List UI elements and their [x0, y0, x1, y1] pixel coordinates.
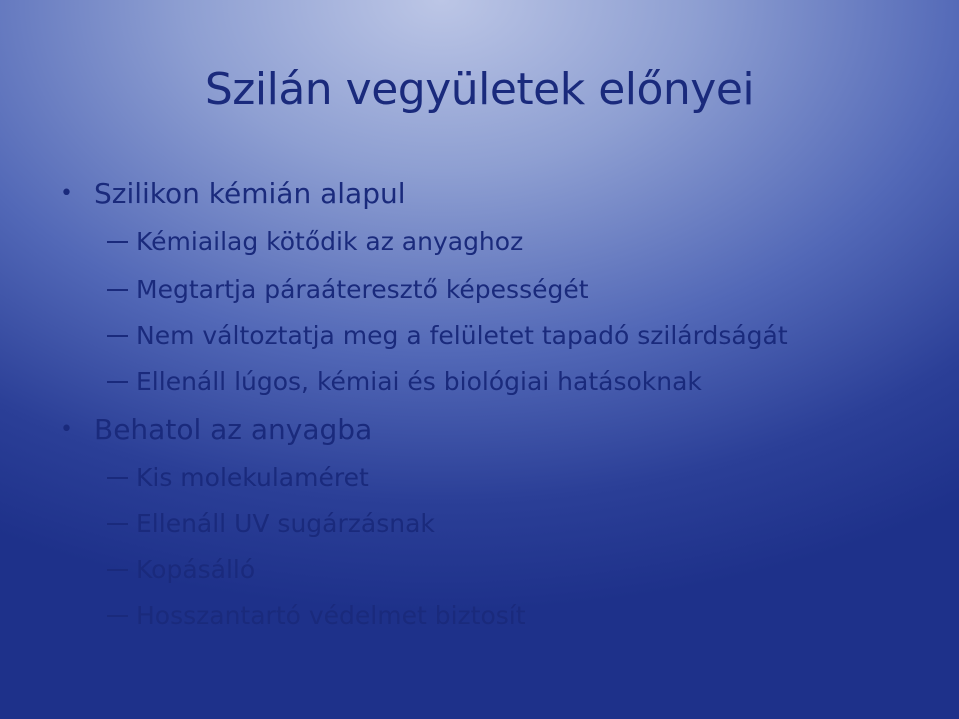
bullet-text: Szilikon kémián alapul	[94, 177, 406, 210]
bullet-text: Behatol az anyagba	[94, 413, 373, 446]
dash-icon	[107, 523, 128, 525]
dash-icon	[107, 615, 128, 617]
sub-bullet-text: Kis molekulaméret	[136, 463, 369, 492]
sub-bullet-item	[107, 274, 589, 306]
slide-title: Szilán vegyületek előnyei	[204, 64, 755, 115]
dash-icon	[107, 381, 128, 383]
sub-bullet-item	[107, 600, 526, 632]
bullet-dot-icon: •	[60, 417, 73, 442]
dash-icon	[107, 289, 128, 291]
sub-bullet-item	[107, 226, 523, 258]
sub-bullet-item	[107, 508, 435, 540]
bullet-item	[60, 176, 406, 212]
sub-bullet-text: Kopásálló	[136, 555, 256, 584]
bullet-dot-icon: •	[60, 181, 73, 206]
sub-bullet-text: Hosszantartó védelmet biztosít	[136, 601, 526, 630]
bullet-item	[60, 412, 372, 448]
dash-icon	[107, 335, 128, 337]
sub-bullet-item	[107, 366, 702, 398]
sub-bullet-text: Megtartja páraáteresztő képességét	[136, 275, 589, 304]
sub-bullet-text: Nem változtatja meg a felületet tapadó szilárdságát	[136, 321, 788, 350]
sub-bullet-text: Ellenáll lúgos, kémiai és biológiai hatásoknak	[136, 367, 702, 396]
sub-bullet-item	[107, 462, 369, 494]
sub-bullet-text: Ellenáll UV sugárzásnak	[136, 509, 435, 538]
dash-icon	[107, 241, 128, 243]
dash-icon	[107, 477, 128, 479]
dash-icon	[107, 569, 128, 571]
sub-bullet-item	[107, 320, 788, 352]
sub-bullet-item	[107, 554, 255, 586]
sub-bullet-text: Kémiailag kötődik az anyaghoz	[136, 227, 524, 256]
